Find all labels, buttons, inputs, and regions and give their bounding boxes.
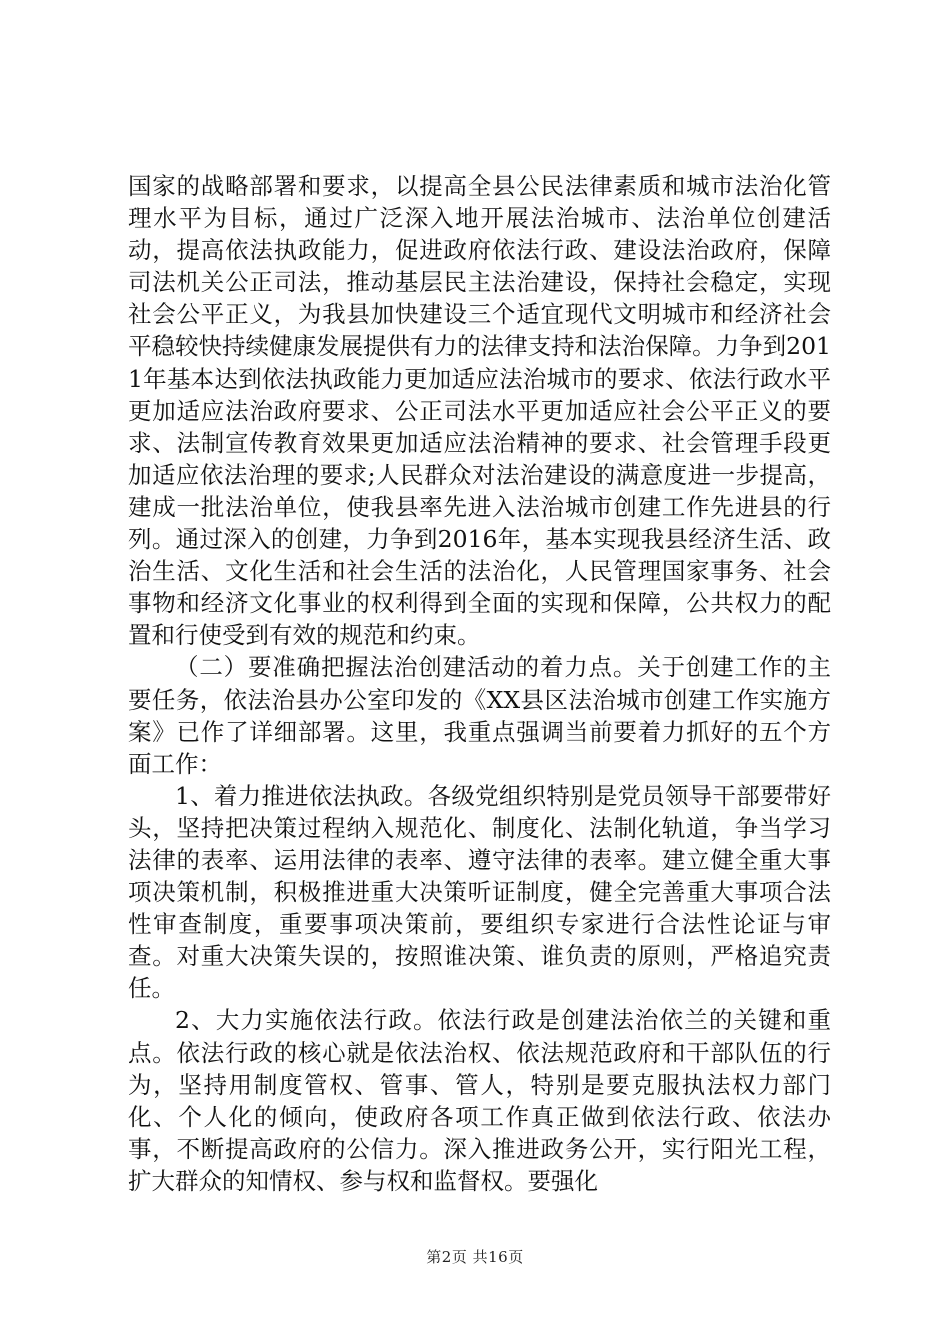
paragraph-goals: 国家的战略部署和要求，以提高全县公民法律素质和城市法治化管理水平为目标，通过广泛深入地开展法治城市、法治单位创建活动，提高依法执政能力，促进政府依法行政、建设法治政府，保障司法机关公正司法，推动基层民主法治建设，保持社会稳定，实现社会公平正义，为我县加快建设三个适宜现代文明城市和经济社会平稳较快持续健康发展提供有力的法律支持和法治保障。力争到2011年基本达到依法执政能力更加适应法治城市的要求、依法行政水平更加适应法治政府要求、公正司法水平更加适应社会公平正义的要求、法制宣传教育效果更加适应法治精神的要求、社会管理手段更加适应依法治理的要求;人民群众对法治建设的满意度进一步提高，建成一批法治单位，使我县率先进入法治城市创建工作先进县的行列。通过深入的创建，力争到2016年，基本实现我县经济生活、政治生活、文化生活和社会生活的法治化，人民管理国家事务、社会事物和经济文化事业的权利得到全面的实现和保障，公共权力的配置和行使受到有效的规范和约束。	[128, 172, 831, 650]
paragraph-section-two: （二）要准确把握法治创建活动的着力点。关于创建工作的主要任务，依法治县办公室印发的《XX县区法治城市创建工作实施方案》已作了详细部署。这里，我重点强调当前要着力抓好的五个方面工作：	[128, 653, 831, 778]
paragraph-item-two: 2、大力实施依法行政。依法行政是创建法治依兰的关键和重点。依法行政的核心就是依法治权、依法规范政府和干部队伍的行为，坚持用制度管权、管事、管人，特别是要克服执法权力部门化、个人化的倾向，使政府各项工作真正做到依法行政、依法办事，不断提高政府的公信力。深入推进政务公开，实行阳光工程，扩大群众的知情权、参与权和监督权。要强化	[128, 1006, 831, 1195]
document-body	[128, 170, 831, 1197]
paragraph-item-one: 1、着力推进依法执政。各级党组织特别是党员领导干部要带好头，坚持把决策过程纳入规范化、制度化、法制化轨道，争当学习法律的表率、运用法律的表率、遵守法律的表率。建立健全重大事项决策机制，积极推进重大决策听证制度，健全完善重大事项合法性审查制度，重要事项决策前，要组织专家进行合法性论证与审查。对重大决策失误的，按照谁决策、谁负责的原则，严格追究责任。	[128, 781, 831, 1003]
page-footer: 第2页 共16页	[426, 1248, 524, 1266]
